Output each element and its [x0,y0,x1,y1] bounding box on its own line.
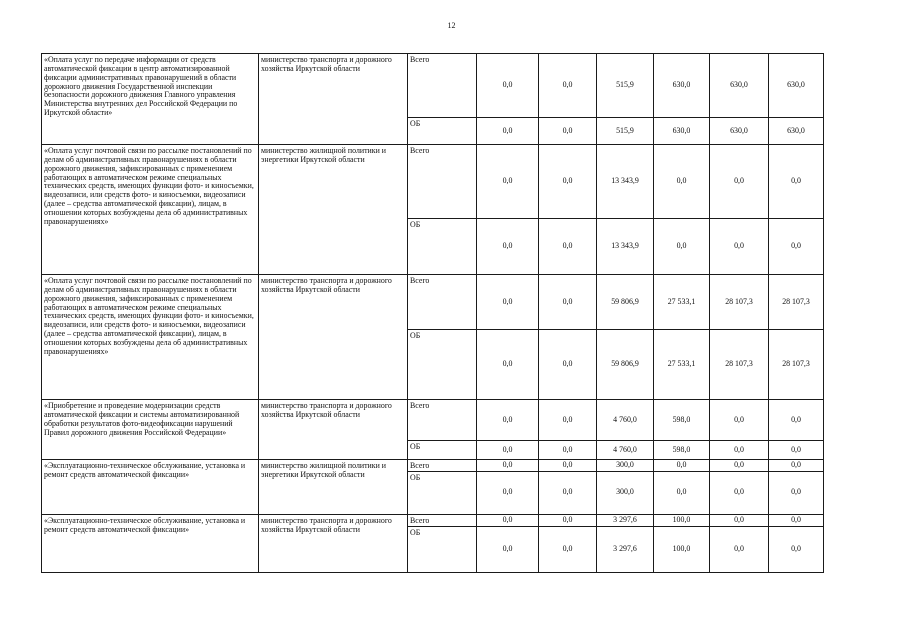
funding-source: ОБ [408,330,477,400]
responsible-organization: министерство транспорта и дорожного хозяйства Иркутской области [259,275,408,400]
event-description: «Эксплуатационно-техническое обслуживание, установка и ремонт средств автоматической фиксации» [42,460,259,515]
amount-cell: 0,0 [710,145,769,219]
funding-source: ОБ [408,471,477,514]
amount-cell: 0,0 [769,526,824,572]
amount-cell: 0,0 [539,145,597,219]
amount-cell: 0,0 [769,441,824,460]
amount-cell: 630,0 [710,54,769,118]
amount-cell: 4 760,0 [597,400,654,441]
amount-cell: 0,0 [477,526,539,572]
amount-cell: 0,0 [710,514,769,526]
amount-cell: 0,0 [477,441,539,460]
amount-cell: 4 760,0 [597,441,654,460]
amount-cell: 0,0 [477,514,539,526]
amount-cell: 0,0 [477,118,539,145]
amount-cell: 28 107,3 [769,275,824,330]
amount-cell: 0,0 [654,219,710,275]
amount-cell: 0,0 [539,526,597,572]
amount-cell: 0,0 [539,54,597,118]
amount-cell: 0,0 [477,54,539,118]
amount-cell: 3 297,6 [597,526,654,572]
amount-cell: 0,0 [539,471,597,514]
amount-cell: 0,0 [539,400,597,441]
responsible-organization: министерство транспорта и дорожного хозяйства Иркутской области [259,400,408,460]
amount-cell: 59 806,9 [597,275,654,330]
amount-cell: 28 107,3 [769,330,824,400]
amount-cell: 0,0 [539,330,597,400]
funding-source: Всего [408,400,477,441]
amount-cell: 0,0 [654,460,710,472]
amount-cell: 0,0 [710,526,769,572]
amount-cell: 515,9 [597,118,654,145]
page-number: 12 [447,21,456,30]
responsible-organization: министерство транспорта и дорожного хозяйства Иркутской области [259,54,408,145]
amount-cell: 100,0 [654,514,710,526]
amount-cell: 0,0 [769,145,824,219]
amount-cell: 630,0 [710,118,769,145]
amount-cell: 0,0 [710,460,769,472]
amount-cell: 0,0 [477,460,539,472]
amount-cell: 27 533,1 [654,275,710,330]
amount-cell: 300,0 [597,471,654,514]
amount-cell: 28 107,3 [710,275,769,330]
funding-source: Всего [408,275,477,330]
amount-cell: 0,0 [539,275,597,330]
funding-source: Всего [408,54,477,118]
funding-source: ОБ [408,118,477,145]
amount-cell: 100,0 [654,526,710,572]
amount-cell: 13 343,9 [597,219,654,275]
event-description: «Эксплуатационно-техническое обслуживание, установка и ремонт средств автоматической фиксации» [42,514,259,572]
amount-cell: 630,0 [769,118,824,145]
amount-cell: 0,0 [769,219,824,275]
amount-cell: 0,0 [539,460,597,472]
event-description: «Приобретение и проведение модернизации средств автоматической фиксации и системы автоматизированной обработки результатов фото-видеофиксации нарушений Правил дорожного движения Российской Федерации» [42,400,259,460]
amount-cell: 630,0 [769,54,824,118]
funding-source: ОБ [408,441,477,460]
amount-cell: 27 533,1 [654,330,710,400]
table-row [42,400,824,441]
amount-cell: 0,0 [477,471,539,514]
amount-cell: 300,0 [597,460,654,472]
amount-cell: 0,0 [769,400,824,441]
table-row [42,460,824,472]
amount-cell: 630,0 [654,118,710,145]
amount-cell: 515,9 [597,54,654,118]
amount-cell: 0,0 [654,145,710,219]
amount-cell: 598,0 [654,441,710,460]
amount-cell: 3 297,6 [597,514,654,526]
amount-cell: 0,0 [654,471,710,514]
amount-cell: 59 806,9 [597,330,654,400]
amount-cell: 0,0 [477,145,539,219]
responsible-organization: министерство транспорта и дорожного хозяйства Иркутской области [259,514,408,572]
amount-cell: 0,0 [710,400,769,441]
table-row [42,514,824,526]
funding-source: ОБ [408,526,477,572]
event-description: «Оплата услуг почтовой связи по рассылке постановлений по делам об административных правонарушениях в области дорожного движения, зафиксированных с применением работающих в автоматическом режиме специальных технических средств, имеющих функции фото- и киносъемки, видеозаписи, или средств фото- и киносъемки, видеозаписи (далее – средства автоматической фиксации), лицам, в отношении которых возбуждены дела об административных правонарушениях» [42,145,259,275]
funding-source: Всего [408,514,477,526]
amount-cell: 598,0 [654,400,710,441]
table-row [42,54,824,118]
amount-cell: 0,0 [539,118,597,145]
amount-cell: 0,0 [539,441,597,460]
amount-cell: 0,0 [710,441,769,460]
amount-cell: 28 107,3 [710,330,769,400]
amount-cell: 0,0 [539,514,597,526]
funding-source: Всего [408,145,477,219]
amount-cell: 0,0 [477,219,539,275]
table-row [42,275,824,330]
amount-cell: 0,0 [769,514,824,526]
event-description: «Оплата услуг по передаче информации от средств автоматической фиксации в центр автоматизированной фиксации административных правонарушений в области дорожного движения Государственной инспекции безопасности дорожного движения Главного управления Министерства внутренних дел Российской Федерации по Иркутской области» [42,54,259,145]
amount-cell: 13 343,9 [597,145,654,219]
table-row [42,145,824,219]
budget-table [41,53,824,573]
funding-source: ОБ [408,219,477,275]
funding-source: Всего [408,460,477,472]
amount-cell: 0,0 [477,330,539,400]
amount-cell: 0,0 [710,471,769,514]
responsible-organization: министерство жилищной политики и энергетики Иркутской области [259,145,408,275]
amount-cell: 0,0 [769,460,824,472]
amount-cell: 0,0 [477,275,539,330]
amount-cell: 0,0 [769,471,824,514]
responsible-organization: министерство жилищной политики и энергетики Иркутской области [259,460,408,515]
amount-cell: 630,0 [654,54,710,118]
amount-cell: 0,0 [710,219,769,275]
event-description: «Оплата услуг почтовой связи по рассылке постановлений по делам об административных правонарушениях в области дорожного движения, зафиксированных с применением работающих в автоматическом режиме специальных технических средств, имеющих функции фото- и киносъемки, видеозаписи, или средств фото- и киносъемки, видеозаписи (далее – средства автоматической фиксации), лицам, в отношении которых возбуждены дела об административных правонарушениях» [42,275,259,400]
amount-cell: 0,0 [477,400,539,441]
amount-cell: 0,0 [539,219,597,275]
